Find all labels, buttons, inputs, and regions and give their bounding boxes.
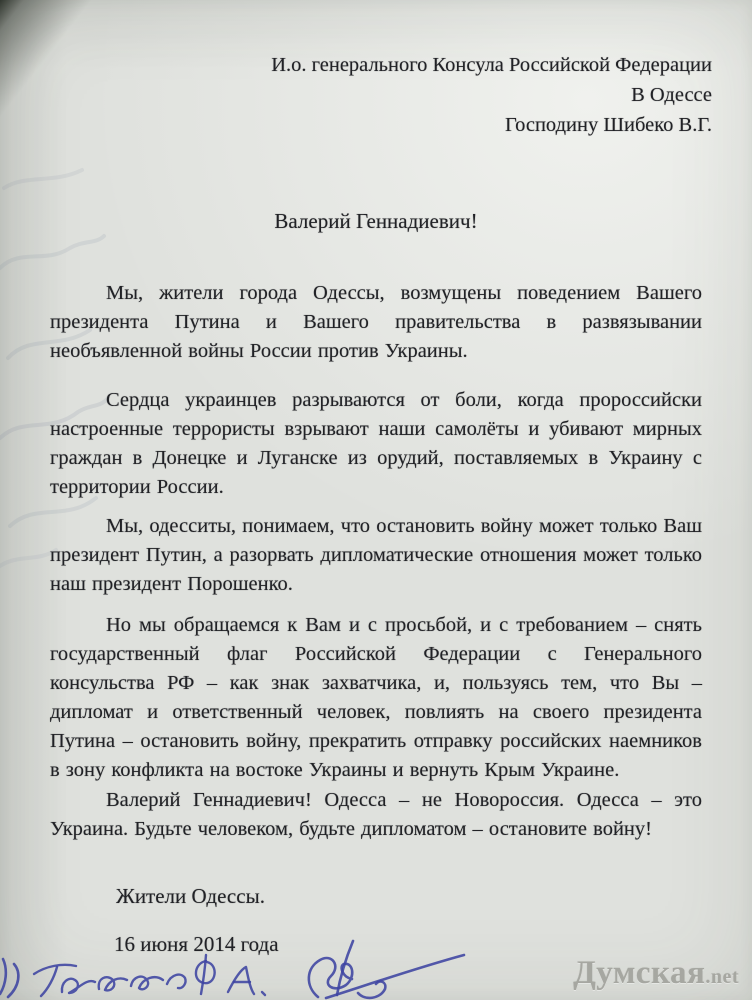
date-line: 16 июня 2014 года bbox=[114, 932, 279, 956]
photo-corner-shadow bbox=[0, 0, 130, 180]
handwritten-signature-name bbox=[34, 955, 265, 996]
recipient-line-3: Господину Шибеко В.Г. bbox=[505, 114, 712, 136]
recipient-block bbox=[271, 50, 712, 140]
paragraph-2: Сердца украинцев разрываются от боли, когда пророссийски настроенные террористы взрывают наши самолёты и убивают мирных граждан в Донецке и Луганске из орудий, поставляемых в Украину с территории России. bbox=[50, 389, 702, 498]
recipient-line-1: И.о. генерального Консула Российской Федерации bbox=[271, 54, 712, 76]
handwritten-signature-flourish bbox=[309, 941, 464, 998]
paragraph-5: Валерий Геннадиевич! Одесса – не Новороссия. Одесса – это Украина. Будьте человеком, будьте дипломатом – остановите войну! bbox=[50, 789, 702, 840]
watermark-text: Думская bbox=[573, 955, 706, 991]
recipient-line-2: В Одессе bbox=[631, 84, 712, 106]
paragraph-3: Мы, одесситы, понимаем, что остановить войну может только Ваш президент Путин, а разорвать дипломатические отношения может только наш президент Порошенко. bbox=[50, 515, 702, 595]
signoff: Жители Одессы. bbox=[116, 884, 265, 908]
letter-body bbox=[50, 279, 702, 844]
paragraph-4: Но мы обращаемся к Вам и с просьбой, и с требованием – снять государственный флаг Российской Федерации с Генерального консульства РФ – как знак захватчика, и, пользуясь тем, что Вы – дипломат и ответственный человек, повлиять на своего президента Путина – остановить войну, прекратить отправку российских наемников в зону конфликта на востоке Украины и вернуть Крым Украине. bbox=[50, 614, 702, 781]
watermark-dumskaya bbox=[573, 955, 739, 992]
watermark-tld: .net bbox=[705, 966, 739, 988]
paragraph-1: Мы, жители города Одессы, возмущены поведением Вашего президента Путина и Вашего правительства в развязывании необъявленной войны России против Украины. bbox=[50, 282, 702, 362]
salutation: Валерий Геннадиевич! bbox=[274, 209, 478, 233]
handwritten-signature-left-mark bbox=[0, 959, 18, 997]
